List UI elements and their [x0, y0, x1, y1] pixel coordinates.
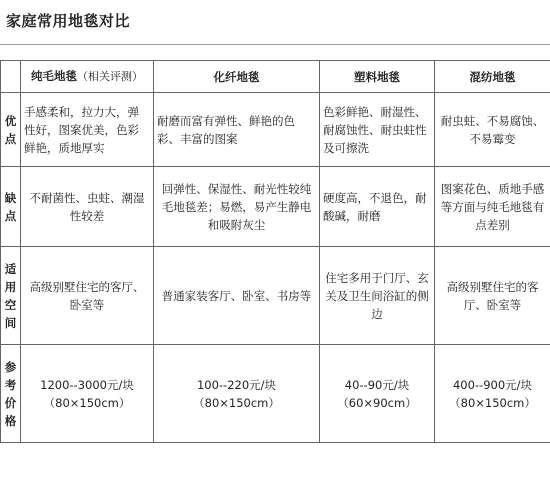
price-value: 400--900元/块 — [452, 377, 533, 392]
price-value: 100--220元/块（80×150cm） — [193, 377, 280, 410]
row-label-char: 参 — [4, 359, 17, 374]
title-divider — [0, 44, 550, 45]
table-row-advantages — [1, 93, 550, 167]
price-size: （60×90cm） — [337, 395, 417, 410]
table-cell — [154, 345, 320, 443]
table-cell: 住宅多用于门厅、玄关及卫生间浴缸的侧边 — [320, 247, 435, 345]
row-label-usage — [1, 247, 21, 345]
column-header-label: 纯毛地毯 — [31, 69, 77, 83]
row-label-char: 点 — [4, 208, 17, 223]
carpet-comparison-table — [0, 60, 550, 443]
row-label-char: 格 — [4, 413, 17, 428]
row-label-char: 间 — [4, 315, 17, 330]
corner-cell — [1, 61, 21, 93]
table-cell: 耐虫蛀、不易腐蚀、不易霉变 — [435, 93, 550, 167]
column-header-synthetic — [154, 61, 320, 93]
price-size: （80×150cm） — [43, 395, 131, 410]
column-header-label: 混纺地毯 — [469, 69, 516, 84]
row-label-char: 适 — [4, 261, 17, 276]
row-label-char: 考 — [4, 377, 17, 392]
table-row-price — [1, 345, 550, 443]
table-cell: 不耐菌性、虫蛀、潮湿性较差 — [21, 167, 154, 247]
row-label-char: 优 — [4, 113, 17, 128]
row-label-char: 空 — [4, 297, 17, 312]
table-cell: 回弹性、保湿性、耐光性较纯毛地毯差；易燃，易产生静电和吸附灰尘 — [154, 167, 320, 247]
table-cell: 手感柔和，拉力大，弹性好，图案优美，色彩鲜艳，质地厚实 — [21, 93, 154, 167]
table-header-row — [1, 61, 550, 93]
table-cell: 图案花色、质地手感等方面与纯毛地毯有点差别 — [435, 167, 550, 247]
table-cell: 耐磨而富有弹性、鲜艳的色彩、丰富的图案 — [154, 93, 320, 167]
row-label-char: 缺 — [4, 190, 17, 205]
table-cell — [435, 345, 550, 443]
review-link[interactable]: （相关评测） — [77, 70, 143, 83]
table-cell: 色彩鲜艳、耐湿性、耐腐蚀性、耐虫蛀性及可擦洗 — [320, 93, 435, 167]
document-title: 家庭常用地毯对比 — [6, 12, 131, 30]
table-cell: 高级别墅住宅的客厅、卧室等 — [435, 247, 550, 345]
price-value: 1200--3000元/块 — [40, 377, 134, 392]
price-size: （80×150cm） — [449, 395, 536, 410]
price-value: 40--90元/块 — [344, 377, 410, 392]
row-label-char: 点 — [4, 131, 17, 146]
column-header-wool — [21, 61, 154, 93]
table-cell — [320, 345, 435, 443]
row-label-char: 价 — [4, 395, 17, 410]
table-row-disadvantages — [1, 167, 550, 247]
column-header-plastic — [320, 61, 435, 93]
table-cell: 普通家装客厅、卧室、书房等 — [154, 247, 320, 345]
table-cell — [21, 345, 154, 443]
table-row-usage — [1, 247, 550, 345]
table-cell: 硬度高，不退色，耐酸碱，耐磨 — [320, 167, 435, 247]
column-header-label: 塑料地毯 — [354, 69, 400, 84]
row-label-char: 用 — [4, 279, 17, 294]
row-label-advantages — [1, 93, 21, 167]
table-cell: 高级别墅住宅的客厅、卧室等 — [21, 247, 154, 345]
column-header-label: 化纤地毯 — [213, 69, 260, 84]
row-label-price — [1, 345, 21, 443]
column-header-blended — [435, 61, 550, 93]
row-label-disadvantages — [1, 167, 21, 247]
